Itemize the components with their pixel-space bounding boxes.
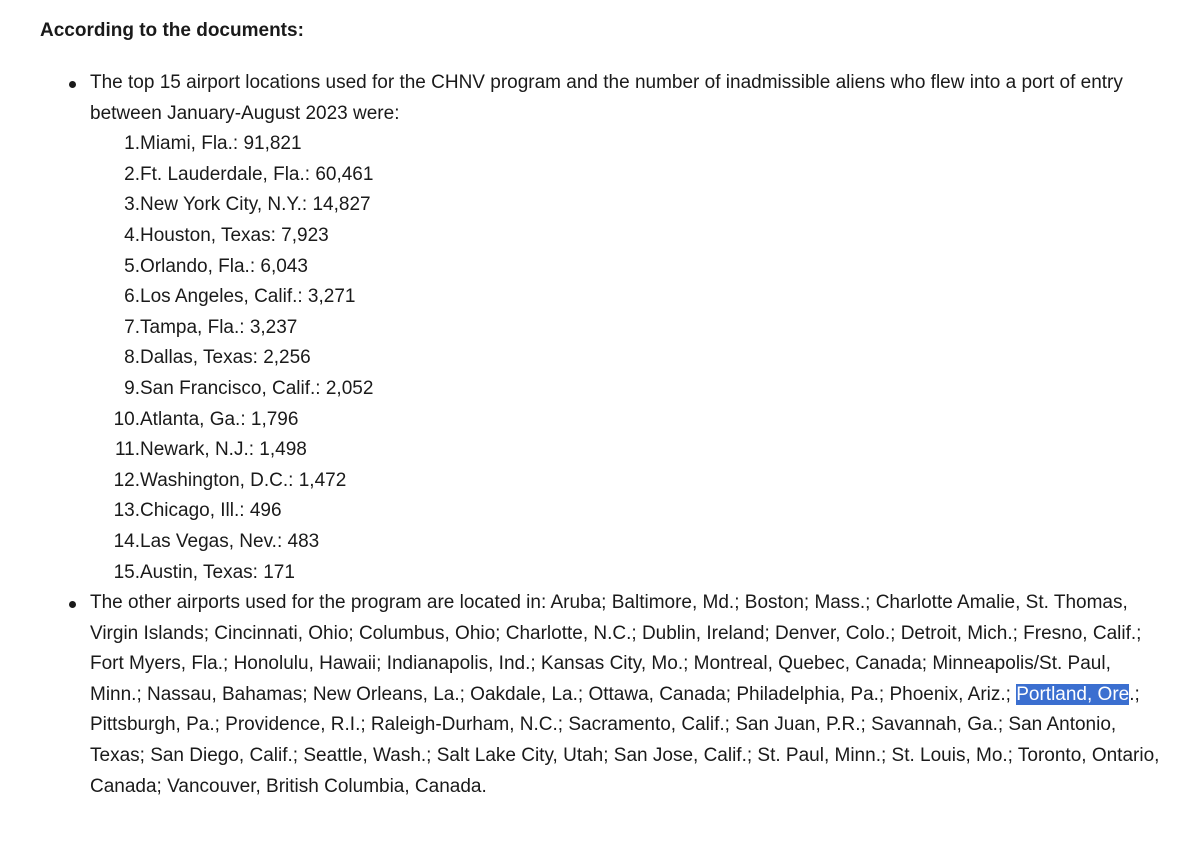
list-item[interactable] xyxy=(90,252,1160,283)
item-text: Tampa, Fla.: 3,237 xyxy=(140,316,298,338)
bullet-dot-icon xyxy=(69,601,76,608)
list-item[interactable] xyxy=(90,527,1160,558)
item-number: 1. xyxy=(124,133,140,155)
item-number: 4. xyxy=(124,224,140,246)
item-number: 15. xyxy=(113,561,140,583)
item-text: Houston, Texas: 7,923 xyxy=(140,224,329,246)
item-text: Ft. Lauderdale, Fla.: 60,461 xyxy=(140,163,374,185)
item-number: 3. xyxy=(124,194,140,216)
item-text: Los Angeles, Calif.: 3,271 xyxy=(140,286,356,308)
list-item[interactable] xyxy=(90,435,1160,466)
item-number: 8. xyxy=(124,347,140,369)
item-text: Chicago, Ill.: 496 xyxy=(140,500,282,522)
item-number: 10. xyxy=(113,408,140,430)
item-text: Newark, N.J.: 1,498 xyxy=(140,439,307,461)
item-text: Atlanta, Ga.: 1,796 xyxy=(140,408,299,430)
list-item[interactable] xyxy=(90,282,1160,313)
item-number: 14. xyxy=(113,530,140,552)
selected-text[interactable]: Portland, Ore xyxy=(1016,683,1130,705)
item-number: 6. xyxy=(124,286,140,308)
item-number: 11. xyxy=(114,439,140,461)
list-item[interactable] xyxy=(90,190,1160,221)
item-text: Orlando, Fla.: 6,043 xyxy=(140,255,308,277)
bullet-list xyxy=(40,68,1160,802)
item-text: Las Vegas, Nev.: 483 xyxy=(140,530,320,552)
list-item[interactable] xyxy=(90,313,1160,344)
section-heading: According to the documents: xyxy=(40,20,304,41)
list-item[interactable] xyxy=(90,405,1160,436)
item-number: 5. xyxy=(124,255,140,277)
bullet-item-other-airports xyxy=(90,588,1160,802)
list-item[interactable] xyxy=(90,374,1160,405)
bullet-item-top-airports xyxy=(90,68,1160,588)
item-text: San Francisco, Calif.: 2,052 xyxy=(140,377,374,399)
item-number: 13. xyxy=(113,500,140,522)
list-item[interactable] xyxy=(90,343,1160,374)
list-item[interactable] xyxy=(90,129,1160,160)
item-text: New York City, N.Y.: 14,827 xyxy=(140,194,371,216)
item-text: Miami, Fla.: 91,821 xyxy=(140,133,302,155)
bullet-dot-icon xyxy=(69,81,76,88)
item-text: Austin, Texas: 171 xyxy=(140,561,295,583)
other-airports-text-after[interactable]: .; Pittsburgh, Pa.; Providence, R.I.; Raleigh-Durham, N.C.; Sacramento, Calif.; San Juan, P.R.; Savannah, Ga.; San Antonio, Texas; San Diego, Calif.; Seattle, Wash.; Salt Lake City, Utah; San Jose, Calif.; St. Paul, Minn.; St. Louis, Mo.; Toronto, Ontario, Canada; Vancouver, British Columbia, Canada. xyxy=(90,683,1160,797)
item-number: 9. xyxy=(124,377,140,399)
item-number: 7. xyxy=(124,316,140,338)
top-airports-intro[interactable]: The top 15 airport locations used for the CHNV program and the number of inadmissible aliens who flew into a port of entry between January-August 2023 were: xyxy=(90,72,1123,124)
list-item[interactable] xyxy=(90,558,1160,589)
item-number: 2. xyxy=(124,163,140,185)
other-airports-text-before[interactable]: The other airports used for the program are located in: Aruba; Baltimore, Md.; Boston; Mass.; Charlotte Amalie, St. Thomas, Virgin Islands; Cincinnati, Ohio; Columbus, Ohio; Charlotte, N.C.; Dublin, Ireland; Denver, Colo.; Detroit, Mich.; Fresno, Calif.; Fort Myers, Fla.; Honolulu, Hawaii; Indianapolis, Ind.; Kansas City, Mo.; Montreal, Quebec, Canada; Minneapolis/St. Paul, Minn.; Nassau, Bahamas; New Orleans, La.; Oakdale, La.; Ottawa, Canada; Philadelphia, Pa.; Phoenix, Ariz.; xyxy=(90,592,1142,705)
airport-ranking-list xyxy=(90,129,1160,588)
list-item[interactable] xyxy=(90,160,1160,191)
item-text: Dallas, Texas: 2,256 xyxy=(140,347,311,369)
item-number: 12. xyxy=(113,469,140,491)
item-text: Washington, D.C.: 1,472 xyxy=(140,469,347,491)
list-item[interactable] xyxy=(90,221,1160,252)
list-item[interactable] xyxy=(90,466,1160,497)
list-item[interactable] xyxy=(90,496,1160,527)
